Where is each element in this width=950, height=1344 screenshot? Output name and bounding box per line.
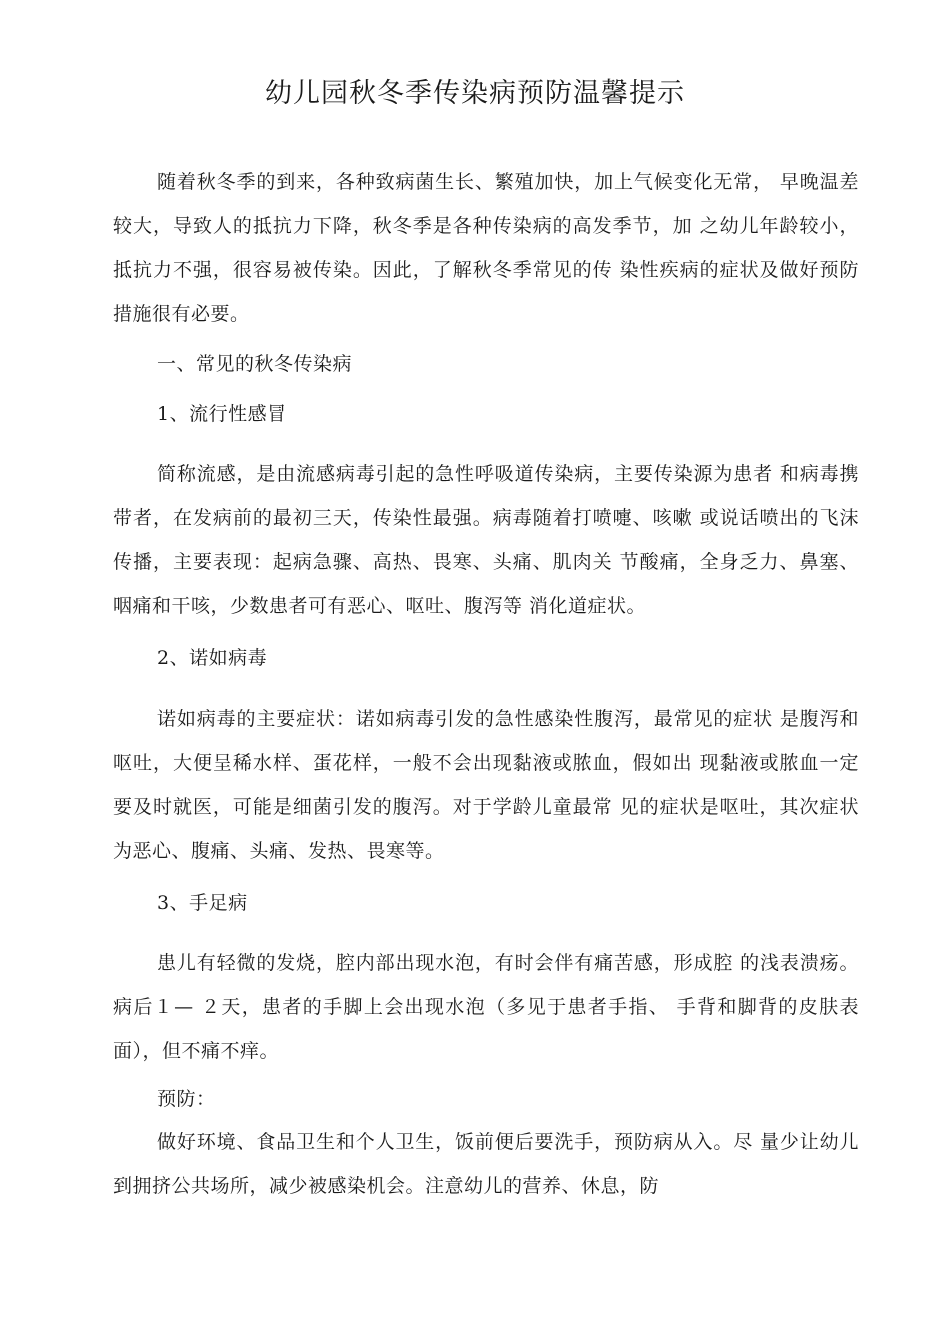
- hand-foot-paragraph: 患儿有轻微的发烧，腔内部出现水泡，有时会伴有痛苦感，形成腔 的浅表溃疡。病后１— ２天，患者的手脚上会出现水泡（多见于患者手指、 手背和脚背的皮肤表面），但不痛不痒。: [113, 952, 859, 1062]
- document-title: 幼儿园秋冬季传染病预防温馨提示: [265, 78, 685, 109]
- norovirus-paragraph: 诺如病毒的主要症状：诺如病毒引发的急性感染性腹泻，最常见的症状 是腹泻和呕吐，大便呈稀水样、蛋花样，一般不会出现黏液或脓血，假如出 现黏液或脓血一定要及时就医，可能是细菌引发的腹泻。对于学龄儿童最常 见的症状是呕吐，其次症状为恶心、腹痛、头痛、发热、畏寒等。: [113, 708, 859, 862]
- influenza-paragraph: 简称流感，是由流感病毒引起的急性呼吸道传染病，主要传染源为患者 和病毒携带者，在发病前的最初三天，传染性最强。病毒随着打喷嚏、咳嗽 或说话喷出的飞沫传播，主要表现：起病急骤、高热、畏寒、头痛、肌肉关 节酸痛，全身乏力、鼻塞、咽痛和干咳，少数患者可有恶心、呕吐、腹泻等 消化道症状。: [113, 463, 859, 617]
- intro-paragraph: 随着秋冬季的到来，各种致病菌生长、繁殖加快，加上气候变化无常， 早晚温差较大，导致人的抵抗力下降，秋冬季是各种传染病的高发季节，加 之幼儿年龄较小，抵抗力不强，很容易被传染。因此，了解秋冬季常见的传 染性疾病的症状及做好预防措施很有必要。: [113, 171, 859, 325]
- prevention-heading: 预防：: [157, 1088, 216, 1110]
- section-heading-common-diseases: 一、常见的秋冬传染病: [157, 353, 353, 375]
- item-heading-hand-foot: 3、手足病: [157, 892, 248, 914]
- item-heading-norovirus: 2、诺如病毒: [157, 647, 268, 669]
- prevention-paragraph: 做好环境、食品卫生和个人卫生，饭前便后要洗手，预防病从入。尽 量少让幼儿到拥挤公共场所，减少被感染机会。注意幼儿的营养、休息，防: [113, 1131, 859, 1197]
- item-heading-influenza: 1、流行性感冒: [157, 403, 287, 425]
